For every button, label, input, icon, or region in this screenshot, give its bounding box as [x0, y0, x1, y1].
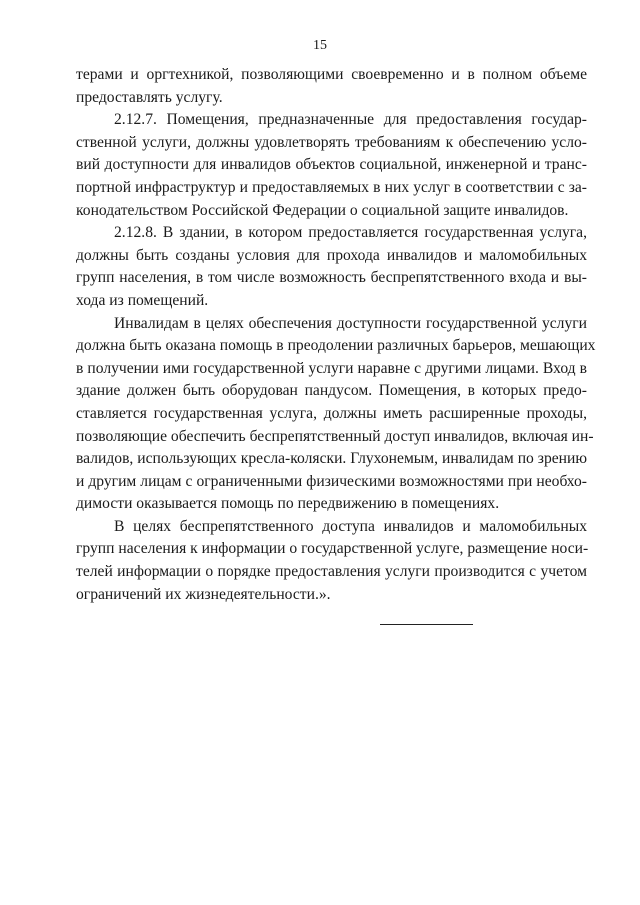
text-line: ставляется государственная услуга, должны иметь расширенные проходы,	[76, 404, 587, 422]
text-line: здание должен быть оборудован пандусом. Помещения, в которых предо-	[76, 382, 587, 400]
text-line: предоставлять услугу.	[76, 88, 223, 106]
text-line: 2.12.7. Помещения, предназначенные для предоставления государ-	[114, 111, 587, 129]
text-line: ограничений их жизнедеятельности.».	[76, 585, 331, 603]
page-number: 15	[313, 38, 327, 53]
text-line: групп населения, в том числе возможность беспрепятственного входа и вы-	[76, 269, 587, 287]
text-line: в получении ими государственной услуги наравне с другими лицами. Вход в	[76, 359, 587, 377]
paragraph-2-12-8	[76, 222, 587, 312]
text-line: и другим лицам с ограниченными физическими возможностями при необхо-	[76, 472, 587, 490]
text-line: групп населения к информации о государственной услуге, размещение носи-	[76, 540, 589, 558]
text-line: позволяющие обеспечить беспрепятственный доступ инвалидов, включая ин-	[76, 427, 594, 445]
text-line: терами и оргтехникой, позволяющими своевременно и в полном объеме	[76, 66, 587, 83]
text-line: хода из помещений.	[76, 291, 209, 309]
text-line: ственной услуги, должны удовлетворять требованиям к обеспечению усло-	[76, 133, 587, 151]
paragraph-continuation	[76, 64, 587, 109]
paragraph-information-access	[76, 516, 587, 606]
text-line: должна быть оказана помощь в преодолении различных барьеров, мешающих	[76, 337, 596, 355]
end-divider-line	[380, 624, 473, 625]
text-line: портной инфраструктур и предоставляемых в них услуг в соответствии с за-	[76, 178, 587, 196]
text-line: телей информации о порядке предоставления услуги производится с учетом	[76, 563, 587, 581]
text-line: В целях беспрепятственного доступа инвалидов и маломобильных	[114, 517, 587, 535]
text-line: вий доступности для инвалидов объектов социальной, инженерной и транс-	[76, 156, 587, 174]
document-body	[76, 64, 596, 606]
paragraph-2-12-7	[76, 109, 587, 222]
text-line: Инвалидам в целях обеспечения доступности государственной услуги	[114, 314, 587, 332]
text-line: конодательством Российской Федерации о социальной защите инвалидов.	[76, 201, 569, 219]
text-line: 2.12.8. В здании, в котором предоставляется государственная услуга,	[114, 224, 587, 242]
paragraph-accessibility-assistance	[76, 313, 596, 516]
text-line: димости оказывается помощь по передвижению в помещениях.	[76, 495, 500, 513]
text-line: валидов, использующих кресла-коляски. Глухонемым, инвалидам по зрению	[76, 450, 587, 468]
text-line: должны быть созданы условия для прохода инвалидов и маломобильных	[76, 246, 587, 264]
